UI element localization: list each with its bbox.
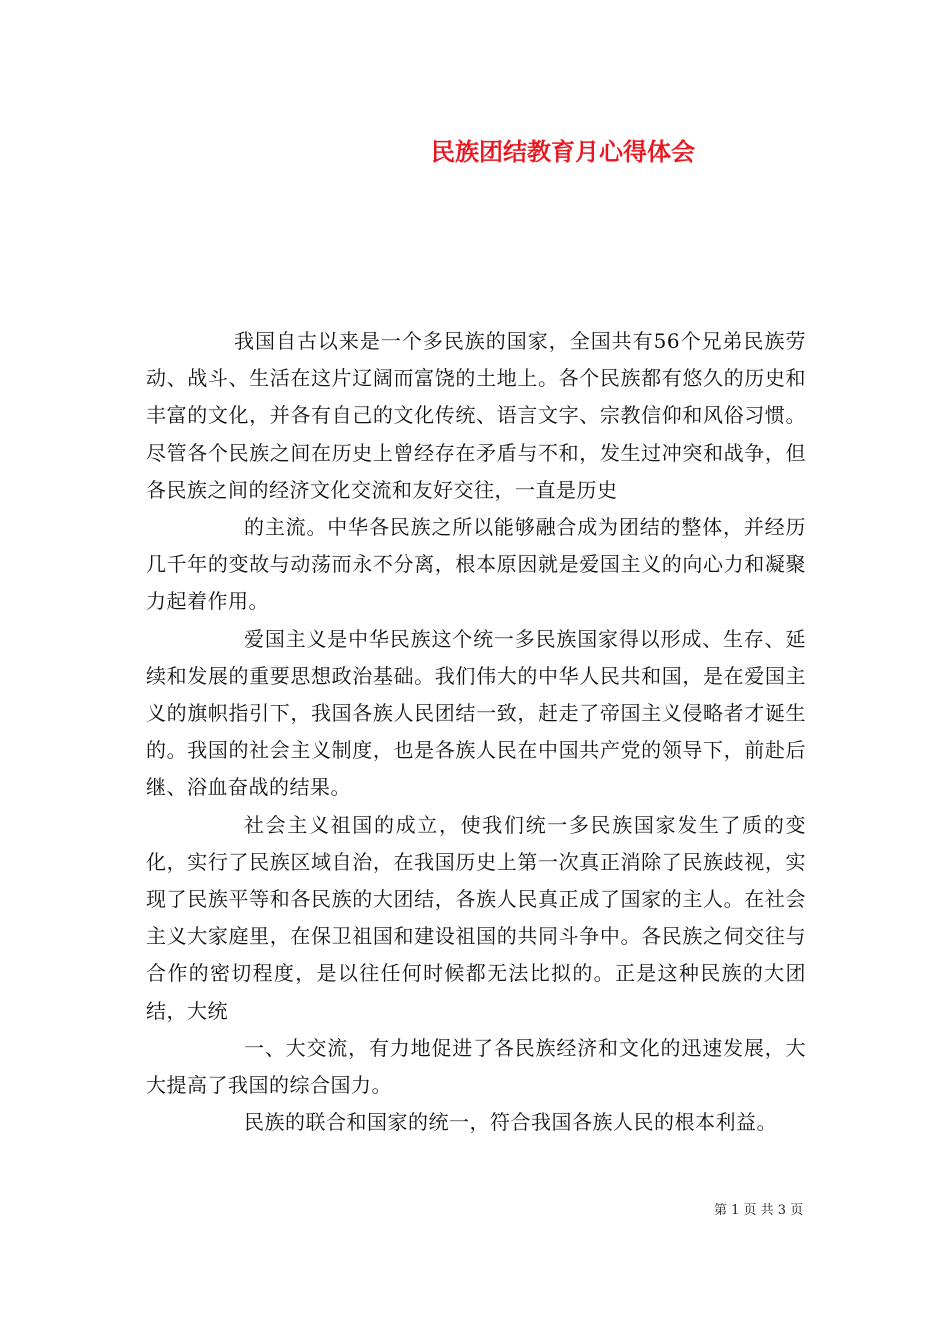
- paragraph-3: 爱国主义是中华民族这个统一多民族国家得以形成、生存、延续和发展的重要思想政治基础。我们伟大的中华人民共和国，是在爱国主义的旗帜指引下，我国各族人民团结一致，赶走了帝国主义侵略者才诞生的。我国的社会主义制度，也是各族人民在中国共产党的领导下，前赴后继、浴血奋战的结果。: [146, 626, 806, 800]
- paragraph-2: 的主流。中华各民族之所以能够融合成为团结的整体，并经历几千年的变故与动荡而永不分离，根本原因就是爱国主义的向心力和凝聚力起着作用。: [146, 515, 806, 614]
- paragraph-4: 社会主义祖国的成立，使我们统一多民族国家发生了质的变化，实行了民族区域自治，在我国历史上第一次真正消除了民族歧视，实现了民族平等和各民族的大团结，各族人民真正成了国家的主人。在社会主义大家庭里，在保卫祖国和建设祖国的共同斗争中。各民族之伺交往与合作的密切程度，是以往任何时候都无法比拟的。正是这种民族的大团结，大统: [146, 812, 806, 1023]
- paragraph-5: 一、大交流，有力地促进了各民族经济和文化的迅速发展，大大提高了我国的综合国力。: [146, 1035, 806, 1098]
- page-number-footer: 第 1 页 共 3 页: [714, 1203, 804, 1218]
- paragraph-6: 民族的联合和国家的统一，符合我国各族人民的根本利益。: [244, 1110, 777, 1135]
- document-title: 民族团结教育月心得体会: [431, 137, 695, 166]
- paragraph-1: 我国自古以来是一个多民族的国家，全国共有56个兄弟民族劳动、战斗、生活在这片辽阔而富饶的土地上。各个民族都有悠久的历史和丰富的文化，并各有自己的文化传统、语言文字、宗教信仰和风俗习惯。尽管各个民族之间在历史上曾经存在矛盾与不和，发生过冲突和战争，但各民族之间的经济文化交流和友好交往，一直是历史: [146, 329, 806, 502]
- document-body: [146, 323, 806, 1141]
